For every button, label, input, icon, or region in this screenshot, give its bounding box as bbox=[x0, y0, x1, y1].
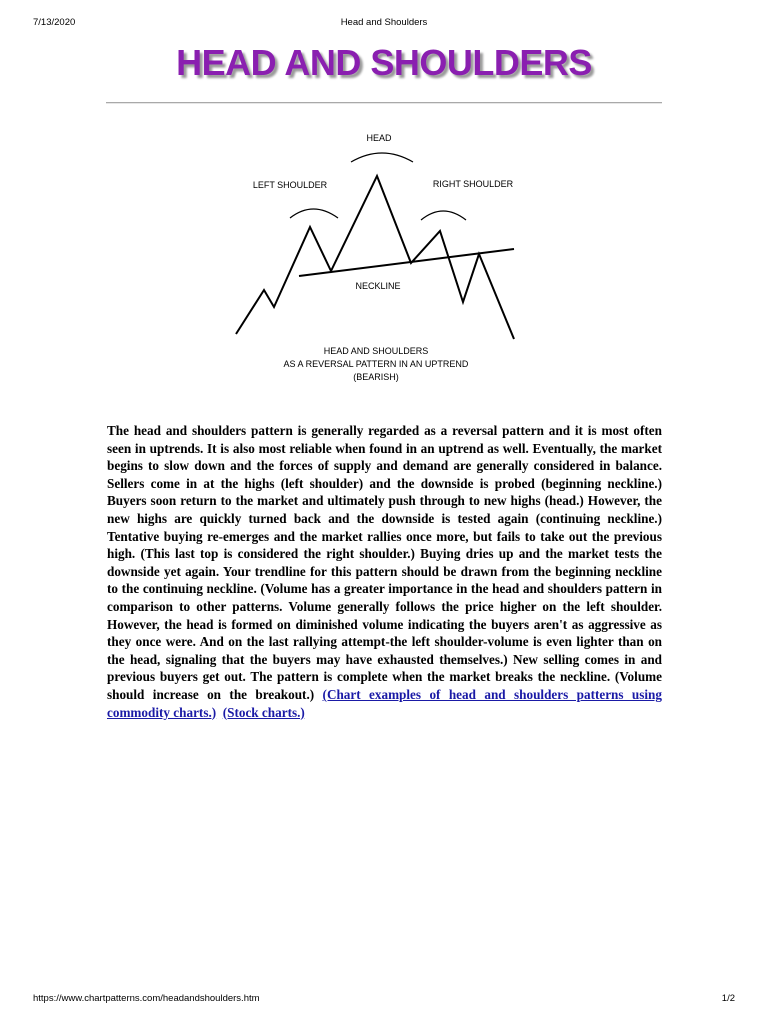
article-body bbox=[107, 422, 662, 721]
horizontal-divider bbox=[106, 102, 662, 104]
print-footer bbox=[0, 993, 768, 1007]
left-shoulder-label: LEFT SHOULDER bbox=[252, 180, 328, 190]
price-line bbox=[236, 176, 514, 339]
head-arc bbox=[351, 153, 413, 162]
caption-line-3: (BEARISH) bbox=[353, 372, 399, 382]
article-paragraph: The head and shoulders pattern is generally regarded as a reversal pattern and it is most often seen in uptrends. It is also most reliable when found in an uptrend as well. Eventually, the market begins to slow down and the forces of supply and demand are generally considered in balance. Sellers come in at the highs (left shoulder) and the downside is probed (beginning neckline.) Buyers soon return to the market and ultimately push through to new highs (head.) However, the new highs are quickly turned back and the downside is tested again (continuing neckline.) Tentative buying re-emerges and the market rallies once more, but fails to take out the previous high. (This last top is considered the right shoulder.) Buying dries up and the market tests the downside yet again. Your trendline for this pattern should be drawn from the beginning neckline to the continuing neckline. (Volume has a greater importance in the head and shoulders pattern in comparison to other patterns. Volume generally follows the price higher on the left shoulder. However, the head is formed on diminished volume indicating the buyers aren't as aggressive as they once were. And on the last rallying attempt-the left shoulder-volume is even lighter than on the head, signaling that the buyers may have exhausted themselves.) New selling comes in and previous buyers get out. The pattern is complete when the market breaks the neckline. (Volume should increase on the breakout.) bbox=[107, 423, 662, 702]
print-page-title: Head and Shoulders bbox=[340, 17, 428, 28]
left-shoulder-arc bbox=[290, 209, 338, 218]
neckline-label: NECKLINE bbox=[355, 281, 401, 291]
print-header bbox=[0, 17, 768, 31]
caption-line-1: HEAD AND SHOULDERS bbox=[323, 346, 429, 356]
head-and-shoulders-diagram bbox=[200, 120, 560, 390]
caption-line-2: AS A REVERSAL PATTERN IN AN UPTREND bbox=[283, 359, 469, 369]
commodity-charts-link[interactable]: (Chart examples of head and shoulders patterns using commodity charts.) bbox=[107, 686, 662, 720]
right-shoulder-arc bbox=[421, 211, 466, 220]
head-label: HEAD bbox=[366, 133, 392, 143]
print-url: https://www.chartpatterns.com/headandshoulders.htm bbox=[33, 993, 260, 1004]
page-title-banner: HEAD AND SHOULDERS bbox=[176, 42, 592, 83]
stock-charts-link[interactable]: (Stock charts.) bbox=[222, 704, 305, 720]
right-shoulder-label: RIGHT SHOULDER bbox=[432, 179, 514, 189]
print-date: 7/13/2020 bbox=[33, 17, 76, 28]
print-page-number: 1/2 bbox=[721, 993, 735, 1004]
